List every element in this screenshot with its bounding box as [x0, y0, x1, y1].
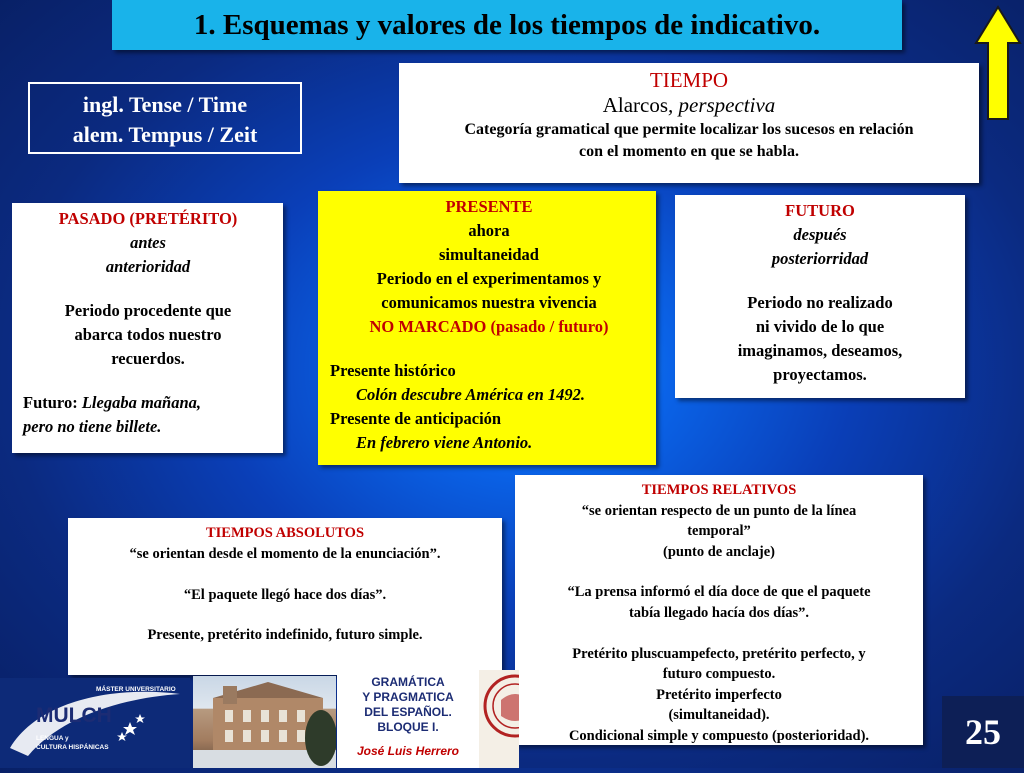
relativos-anchor: (punto de anclaje) [663, 543, 775, 560]
presente-anticipation-label: Presente de anticipación [330, 409, 502, 428]
tiempo-definition-box [399, 63, 979, 183]
pasado-box [12, 203, 283, 453]
building-illustration [193, 676, 336, 768]
presente-marked: NO MARCADO [369, 317, 487, 336]
course-info [337, 670, 479, 768]
course-line: BLOQUE I. [377, 720, 439, 734]
presente-anticipation-example: En febrero viene Antonio. [356, 433, 533, 452]
presente-historic-label: Presente histórico [330, 361, 456, 380]
university-seal [479, 670, 519, 768]
relativos-example-line: tabía llegado hacía dos días”. [628, 604, 810, 621]
relativos-quote-line: “se orientan respecto de un punto de la línea [581, 502, 857, 519]
pasado-heading: PASADO (PRETÉRITO) [58, 209, 238, 228]
futuro-desc-line: proyectamos. [773, 365, 867, 384]
star-icons [117, 714, 145, 741]
presente-concept: simultaneidad [439, 245, 539, 264]
relativos-tenses-line: Condicional simple y compuesto (posterioridad). [568, 727, 870, 744]
mulch-logo-graphic [0, 678, 190, 768]
tiempo-definition [399, 117, 979, 163]
pasado-concept: anterioridad [105, 257, 191, 276]
relativos-tenses-line: Pretérito pluscuampefecto, pretérito perfecto, y [572, 645, 866, 662]
futuro-concept: posteriorridad [771, 249, 869, 268]
terms-box [28, 82, 302, 154]
pasado-example: Llegaba mañana, [81, 393, 202, 412]
course-line: DEL ESPAÑOL. [364, 705, 452, 719]
terms-english: ingl. Tense / Time [82, 92, 248, 117]
course-line: GRAMÁTICA [371, 675, 445, 689]
tiempo-definition-line: con el momento en que se habla. [579, 143, 799, 160]
relativos-quote-line: temporal” [687, 523, 751, 540]
presente-desc-line: Periodo en el experimentamos y [376, 269, 602, 288]
presente-marked-line [330, 315, 648, 339]
up-arrow-icon[interactable] [974, 5, 1022, 121]
pasado-example-label: Futuro: [23, 393, 82, 412]
pasado-adverb: antes [130, 233, 166, 252]
absolutos-quote: “se orientan desde el momento de la enunciación”. [129, 545, 441, 562]
relativos-heading: TIEMPOS RELATIVOS [641, 482, 797, 498]
tiempos-relativos-box [515, 475, 923, 745]
page-number [942, 696, 1024, 768]
presente-adverb: ahora [468, 221, 510, 240]
futuro-heading: FUTURO [785, 201, 855, 220]
pasado-desc-line: Periodo procedente que [64, 301, 232, 320]
tiempo-heading: TIEMPO [649, 68, 729, 92]
futuro-desc-line: ni vivido de lo que [755, 317, 885, 336]
logo-sub-line: LENGUA y [36, 735, 69, 742]
tiempo-definition-line: Categoría gramatical que permite localizar los sucesos en relación [464, 121, 914, 138]
building-photo [193, 676, 336, 768]
futuro-desc-line: imaginamos, deseamos, [737, 341, 903, 360]
slide-title [112, 0, 902, 50]
presente-historic-example: Colón descubre América en 1492. [356, 385, 586, 404]
course-author: José Luis Herrero [356, 744, 460, 758]
pasado-desc-line: recuerdos. [111, 349, 185, 368]
presente-desc-line: comunicamos nuestra vivencia [381, 293, 597, 312]
course-line: Y PRAGMATICA [362, 690, 454, 704]
absolutos-tenses: Presente, pretérito indefinido, futuro simple. [147, 627, 423, 644]
logo-top-text: MÁSTER UNIVERSITARIO [96, 686, 176, 693]
seal-icon [479, 670, 519, 768]
relativos-example-line: “La prensa informó el día doce de que el paquete [567, 584, 871, 601]
relativos-tenses-line: Pretérito imperfecto [656, 686, 782, 703]
slide-title-text: 1. Esquemas y valores de los tiempos de indicativo. [193, 8, 821, 41]
absolutos-example: “El paquete llegó hace dos días”. [183, 586, 387, 603]
presente-heading: PRESENTE [445, 197, 533, 216]
tiempo-perspective: , perspectiva [668, 93, 776, 117]
tiempo-perspective-line [399, 93, 979, 117]
tiempos-absolutos-box [68, 518, 502, 675]
pasado-example-line [23, 391, 273, 415]
logo-sub-line: CULTURA HISPÁNICAS [36, 744, 109, 751]
terms-german: alem. Tempus / Zeit [72, 122, 258, 147]
presente-marked-note: (pasado / futuro) [486, 317, 609, 336]
futuro-adverb: después [793, 225, 847, 244]
page-number-text: 25 [965, 712, 1001, 752]
futuro-desc-line: Periodo no realizado [747, 293, 893, 312]
relativos-tenses-line: futuro compuesto. [662, 666, 776, 683]
absolutos-heading: TIEMPOS ABSOLUTOS [205, 525, 365, 541]
relativos-tenses-line: (simultaneidad). [668, 707, 770, 724]
mulch-logo [0, 678, 190, 768]
presente-box [318, 191, 656, 465]
futuro-box [675, 195, 965, 398]
logo-name: MULCH [36, 704, 112, 727]
pasado-example: pero no tiene billete. [23, 417, 162, 436]
tiempo-author: Alarcos [602, 93, 668, 117]
pasado-desc-line: abarca todos nuestro [74, 325, 222, 344]
